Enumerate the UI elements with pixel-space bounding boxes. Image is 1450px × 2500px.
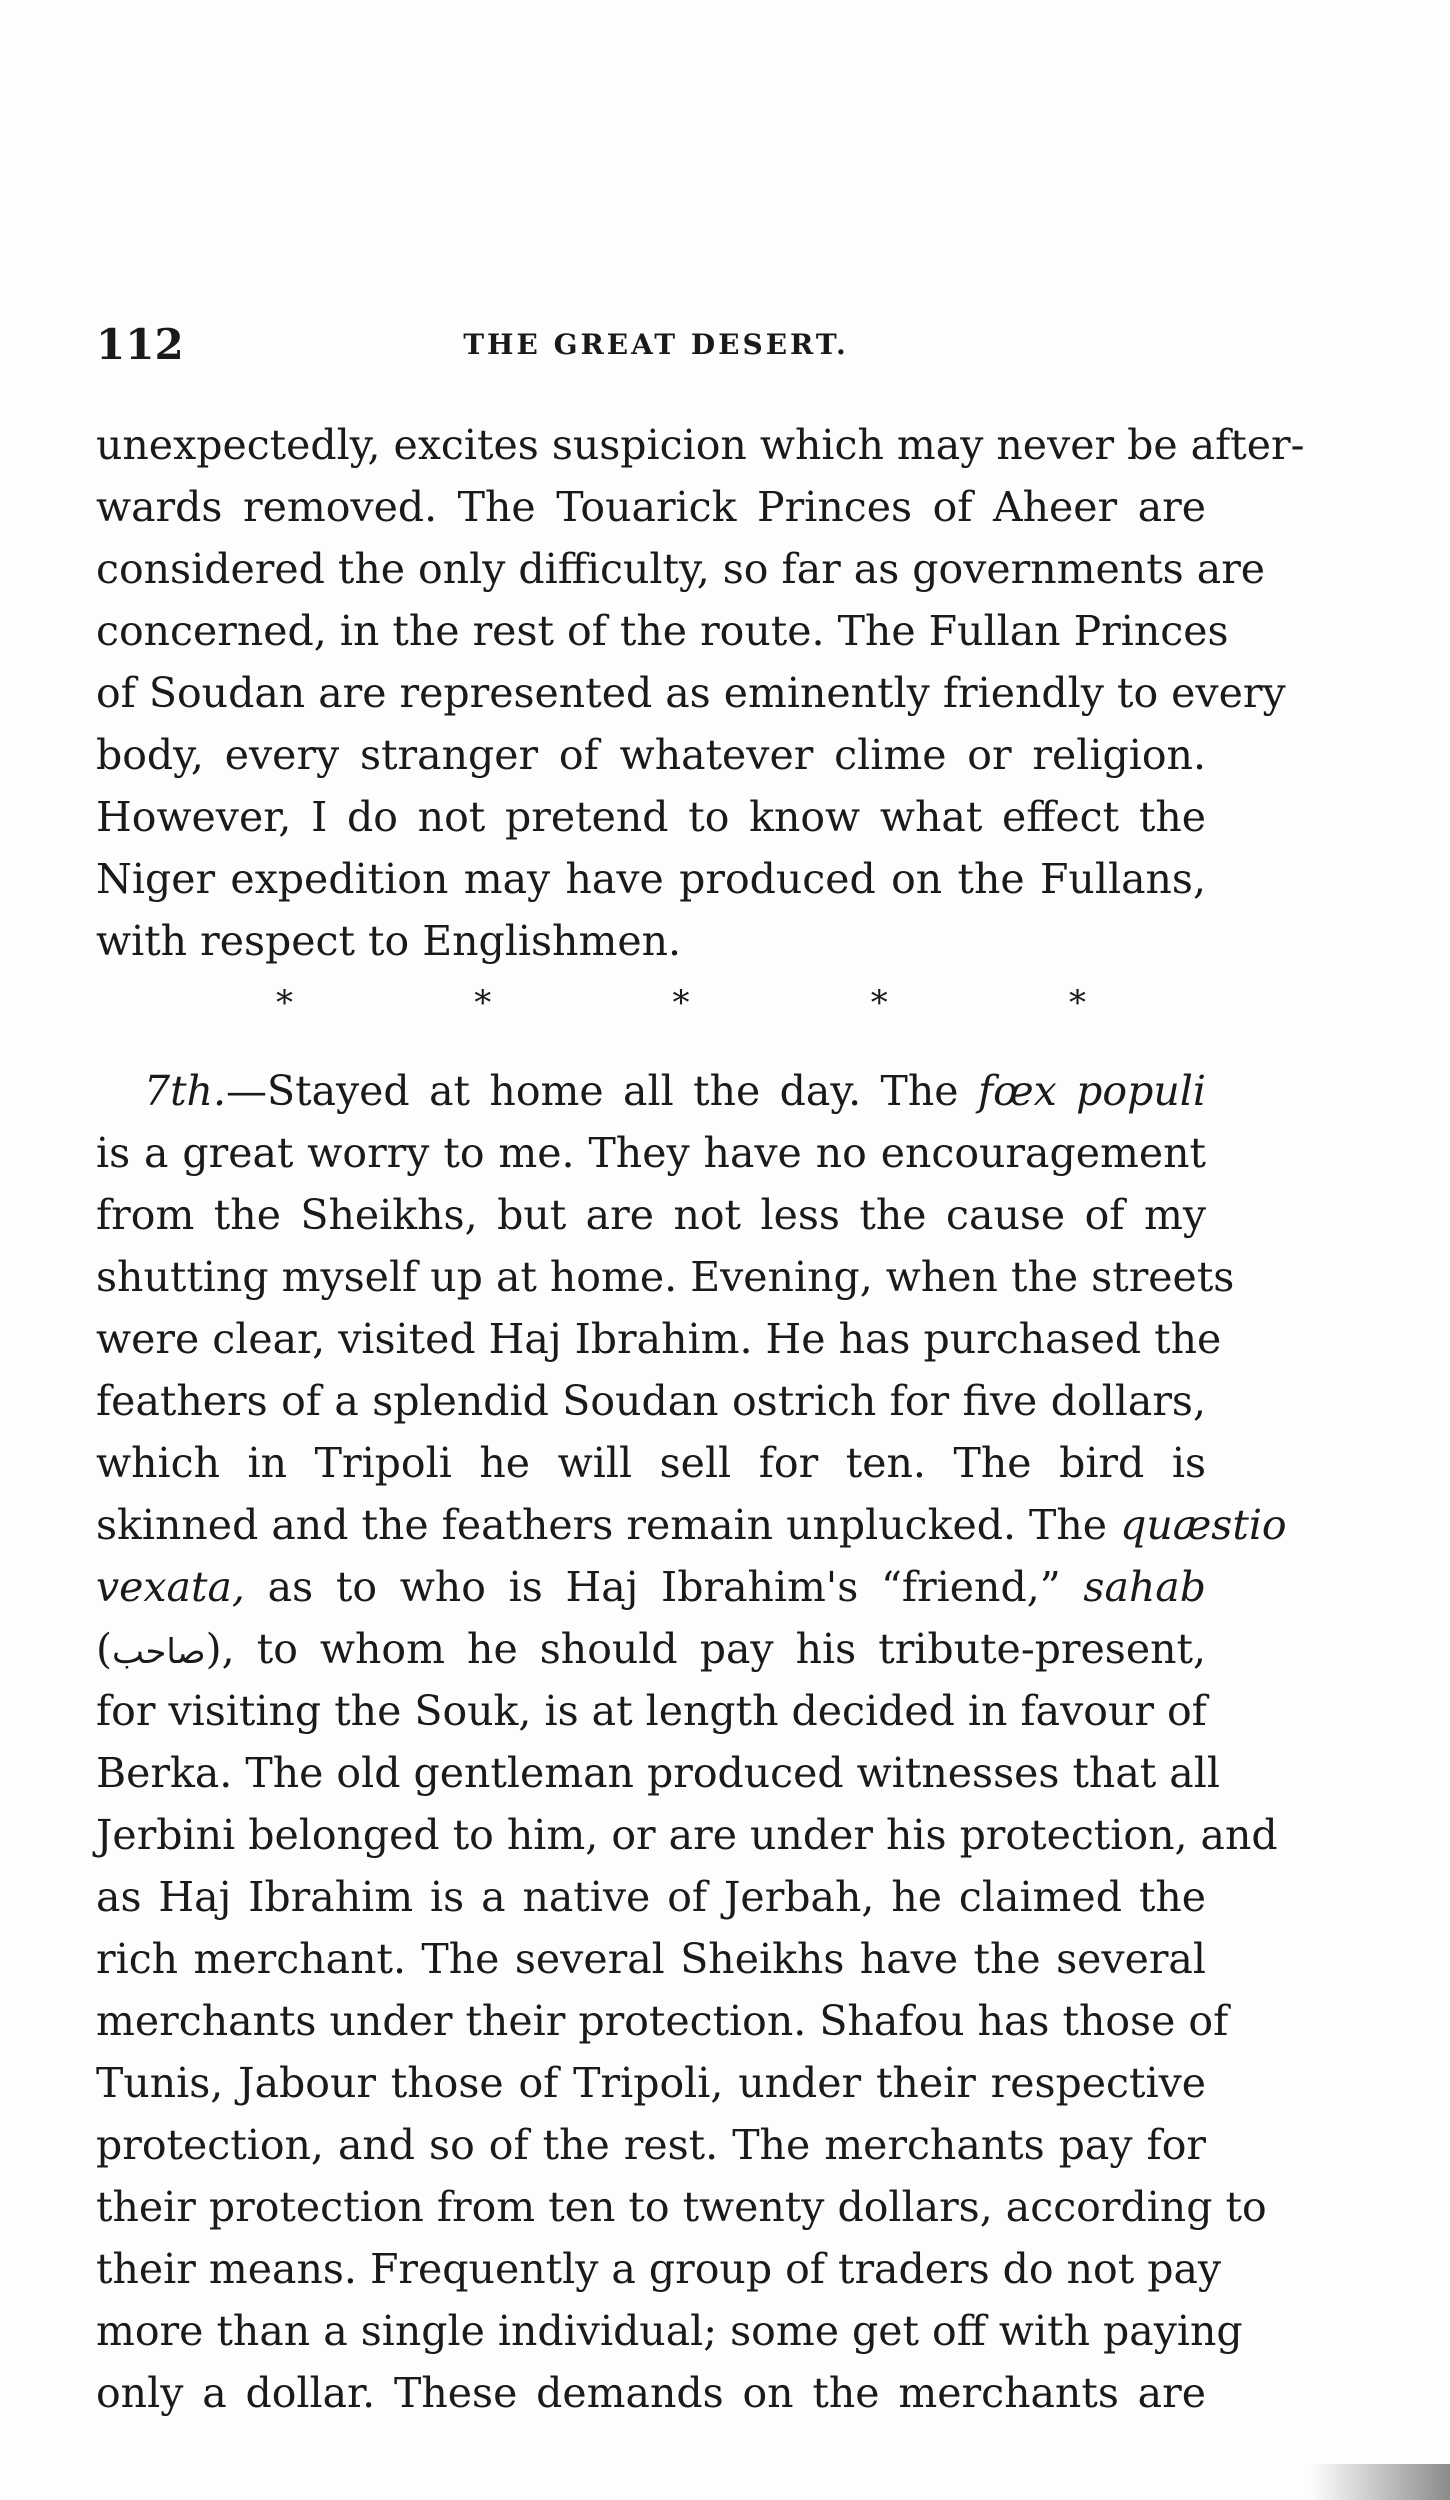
text-line: with respect to Englishmen. [96, 917, 682, 965]
text-line: unexpectedly, excites suspicion which may never be after- [96, 421, 1305, 469]
text-line: Niger expedition may have produced on the Fullans, [96, 855, 1206, 903]
text-line: for visiting the Souk, is at length decided in favour of [96, 1687, 1207, 1735]
text-line [96, 1060, 1206, 1122]
text-line: their means. Frequently a group of traders do not pay [96, 2245, 1222, 2293]
scan-edge-mark [1310, 2464, 1450, 2500]
text-line: of Soudan are represented as eminently friendly to every [96, 669, 1286, 717]
text-line: Tunis, Jabour those of Tripoli, under their respective [96, 2059, 1206, 2107]
text-line: is a great worry to me. They have no encouragement [96, 1129, 1206, 1177]
italic-phrase: quæstio [1120, 1501, 1287, 1549]
section-separator [96, 972, 1206, 1034]
asterisk: * [474, 983, 492, 1023]
text-span: ( [96, 1625, 112, 1673]
text-line: However, I do not pretend to know what effect the [96, 793, 1206, 841]
asterisk: * [870, 983, 888, 1023]
text-span: skinned and the feathers remain unplucked. The [96, 1501, 1121, 1549]
text-line: only a dollar. These demands on the merchants are [96, 2369, 1206, 2417]
text-line: concerned, in the rest of the route. The Fullan Princes [96, 607, 1229, 655]
text-line: rich merchant. The several Sheikhs have the several [96, 1935, 1206, 1983]
text-line: which in Tripoli he will sell for ten. The bird is [96, 1439, 1206, 1487]
text-line: Berka. The old gentleman produced witnesses that all [96, 1749, 1220, 1797]
text-line: wards removed. The Touarick Princes of Aheer are [96, 483, 1206, 531]
text-line: were clear, visited Haj Ibrahim. He has purchased the [96, 1315, 1222, 1363]
italic-phrase: fœx populi [977, 1067, 1206, 1115]
text-line: considered the only difficulty, so far as governments are [96, 545, 1266, 593]
text-line [96, 1494, 1287, 1556]
asterisk: * [1069, 983, 1086, 1023]
text-line [96, 1618, 1206, 1680]
text-line: from the Sheikhs, but are not less the cause of my [96, 1191, 1206, 1239]
date-label: 7th. [144, 1067, 226, 1115]
text-line: feathers of a splendid Soudan ostrich for five dollars, [96, 1377, 1206, 1425]
text-span: as to who is Haj Ibrahim's “friend,” [244, 1563, 1084, 1611]
page-header [96, 320, 1216, 380]
italic-phrase: vexata, [96, 1563, 245, 1611]
text-line: more than a single individual; some get off with paying [96, 2307, 1243, 2355]
text-line: protection, and so of the rest. The merchants pay for [96, 2121, 1206, 2169]
text-span: —Stayed at home all the day. The [226, 1067, 978, 1115]
text-line: as Haj Ibrahim is a native of Jerbah, he claimed the [96, 1873, 1206, 1921]
italic-phrase: sahab [1083, 1563, 1206, 1611]
body-text [96, 414, 1305, 2424]
running-title: THE GREAT DESERT. [463, 328, 849, 361]
text-line: body, every stranger of whatever clime or religion. [96, 731, 1206, 779]
text-line [96, 1556, 1206, 1618]
paragraph-gap [96, 1034, 1206, 1060]
text-span: ), to whom he should pay his tribute-present, [205, 1625, 1206, 1673]
text-line: Jerbini belonged to him, or are under his protection, and [96, 1811, 1278, 1859]
asterisk: * [672, 983, 690, 1023]
text-line: merchants under their protection. Shafou has those of [96, 1997, 1229, 2045]
text-line: shutting myself up at home. Evening, when the streets [96, 1253, 1235, 1301]
asterisk: * [276, 983, 293, 1023]
text-line: their protection from ten to twenty dollars, according to [96, 2183, 1267, 2231]
page-number: 112 [96, 320, 184, 369]
arabic-word: صاحب [112, 1632, 206, 1672]
